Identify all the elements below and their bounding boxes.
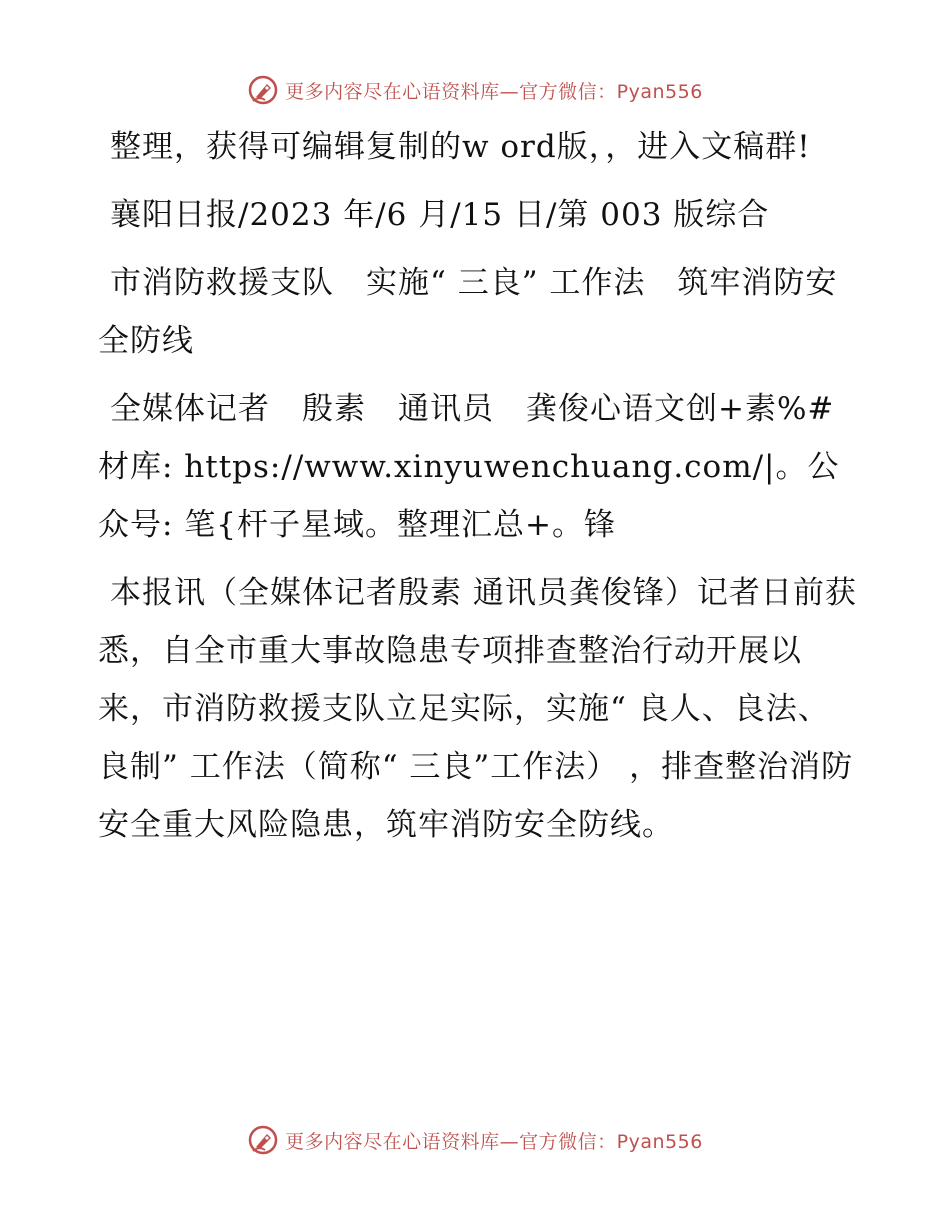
pen-nib-logo-icon — [247, 1124, 279, 1156]
footer-banner — [0, 1120, 950, 1160]
pen-nib-logo-icon — [247, 74, 279, 106]
article-lead-paragraph: 本报讯（全媒体记者殷素 通讯员龚俊锋）记者日前获悉，自全市重大事故隐患专项排查整治行动开展以来，市消防救援支队立足实际，实施“ 良人、良法、良制” 工作法（简称“ 三良”工作法） ，排查整治消防安全重大风险隐患，筑牢消防安全防线。 — [98, 575, 857, 843]
banner-text: 更多内容尽在心语资料库—官方微信：Pyan556 — [285, 80, 703, 103]
header-banner — [0, 70, 950, 110]
article-headline: 市消防救援支队 实施“ 三良” 工作法 筑牢消防安全防线 — [98, 265, 838, 359]
publication-line: 襄阳日报/2023 年/6 月/15 日/第 003 版综合 — [110, 197, 770, 233]
intro-note: 整理，获得可编辑复制的w ord版，，进入文稿群! — [110, 129, 811, 165]
footer-banner-text: 更多内容尽在心语资料库—官方微信：Pyan556 — [285, 1130, 703, 1153]
byline: 全媒体记者 殷素 通讯员 龚俊心语文创+素%#材库: https://www.xinyuwenchuang.com/|。公众号: 笔{杆子星域。整理汇总+。锋 — [98, 391, 840, 543]
article-body — [98, 118, 858, 854]
